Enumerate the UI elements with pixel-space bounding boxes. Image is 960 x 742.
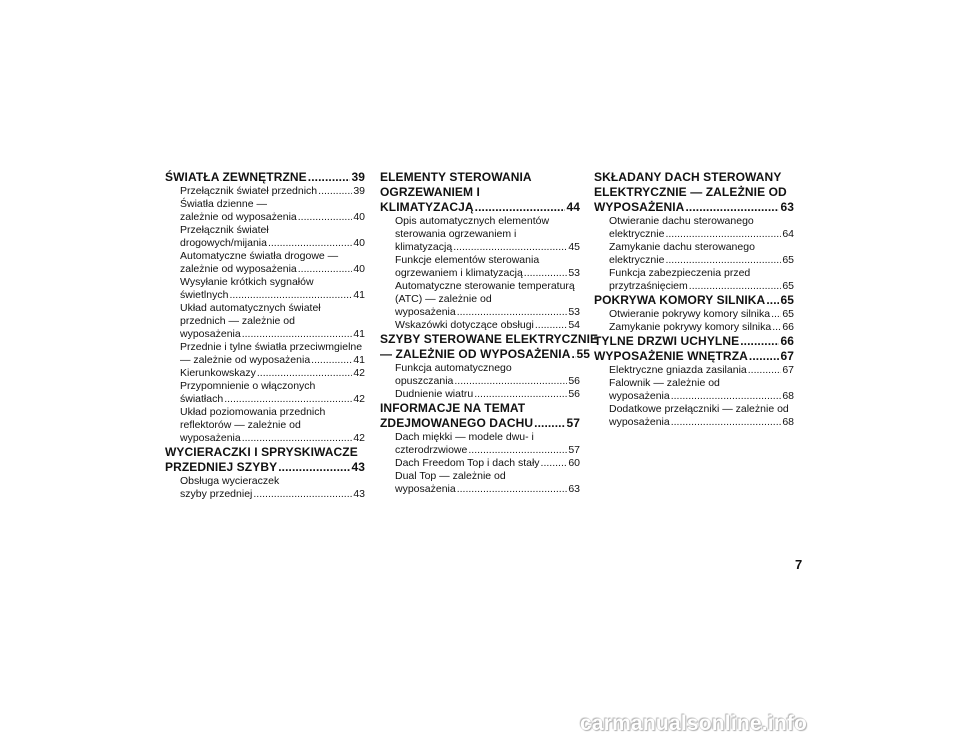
dot-leader bbox=[318, 185, 352, 198]
toc-entry-text: Funkcja zabezpieczenia przed bbox=[609, 267, 751, 279]
toc-column-3 bbox=[594, 170, 794, 429]
dot-leader bbox=[268, 237, 352, 250]
toc-entry-text: Wskazówki dotyczące obsługi bbox=[395, 319, 534, 331]
toc-page-number: 44 bbox=[566, 200, 580, 214]
toc-page-number: 57 bbox=[568, 444, 580, 456]
dot-leader bbox=[749, 349, 780, 364]
toc-entry-text: Elektryczne gniazda zasilania bbox=[609, 364, 747, 376]
toc-entry[interactable] bbox=[380, 319, 580, 332]
toc-entry-text: klimatyzacją bbox=[395, 241, 453, 253]
toc-entry-text: Obsługa wycieraczek bbox=[180, 475, 280, 487]
toc-page-number: 67 bbox=[780, 349, 794, 363]
dot-leader bbox=[229, 289, 352, 302]
dot-leader bbox=[475, 200, 566, 215]
toc-page-number: 68 bbox=[782, 390, 794, 402]
toc-entry-text: ZDEJMOWANEGO DACHU bbox=[380, 416, 534, 430]
toc-page-number: 39 bbox=[351, 170, 365, 184]
toc-entry-text: Dach Freedom Top i dach stały bbox=[395, 457, 540, 469]
toc-entry-text: wyposażenia bbox=[395, 306, 456, 318]
toc-page-number: 65 bbox=[782, 308, 794, 320]
dot-leader bbox=[534, 416, 565, 431]
toc-entry-text: wyposażenia bbox=[180, 328, 241, 340]
toc-entry-text: WYPOSAŻENIA bbox=[594, 200, 685, 214]
toc-entry[interactable] bbox=[380, 215, 580, 254]
toc-section-heading[interactable] bbox=[594, 293, 794, 308]
toc-entry-text: ELEKTRYCZNIE — ZALEŻNIE OD bbox=[594, 185, 787, 199]
toc-page-number: 42 bbox=[353, 367, 365, 379]
toc-page-number: 55 bbox=[576, 347, 591, 361]
toc-entry-text: przytrzaśnięciem bbox=[609, 280, 688, 292]
toc-entry-text: Dual Top — zależnie od bbox=[395, 470, 506, 482]
toc-entry-text: wyposażenia bbox=[609, 416, 670, 428]
dot-leader bbox=[665, 228, 781, 241]
toc-page-number: 53 bbox=[568, 306, 580, 318]
toc-page-number: 65 bbox=[782, 280, 794, 292]
toc-entry-text: wyposażenia bbox=[395, 483, 456, 495]
toc-entry[interactable] bbox=[380, 362, 580, 388]
dot-leader bbox=[278, 460, 350, 475]
dot-leader bbox=[257, 367, 352, 380]
dot-leader bbox=[535, 319, 567, 332]
toc-page-number: 45 bbox=[568, 241, 580, 253]
toc-entry-text: Automatyczne światła drogowe — bbox=[180, 250, 339, 262]
toc-entry-text: Zamykanie dachu sterowanego bbox=[609, 241, 755, 253]
toc-entry[interactable] bbox=[380, 431, 580, 457]
toc-entry-text: SZYBY STEROWANE ELEKTRYCZNIE bbox=[380, 332, 599, 346]
toc-entry-text: Światła dzienne — bbox=[180, 198, 267, 210]
page-number: 7 bbox=[795, 557, 803, 572]
toc-page-number: 43 bbox=[351, 460, 365, 474]
toc-entry[interactable] bbox=[594, 377, 794, 403]
toc-entry[interactable] bbox=[165, 367, 365, 380]
toc-page-number: 64 bbox=[782, 228, 794, 240]
toc-section-heading[interactable] bbox=[380, 332, 599, 362]
toc-entry[interactable] bbox=[165, 276, 365, 302]
toc-entry[interactable] bbox=[594, 403, 794, 429]
toc-entry-text: WYPOSAŻENIE WNĘTRZA bbox=[594, 349, 748, 363]
toc-page-number: 57 bbox=[566, 416, 580, 430]
toc-entry[interactable] bbox=[594, 364, 794, 377]
dot-leader bbox=[685, 200, 779, 215]
toc-section-heading[interactable] bbox=[380, 170, 580, 215]
dot-leader bbox=[671, 416, 782, 429]
toc-section-heading[interactable] bbox=[594, 349, 794, 364]
toc-page-number: 40 bbox=[353, 263, 365, 275]
toc-entry-text: szyby przedniej bbox=[180, 488, 253, 500]
toc-entry-text: ogrzewaniem i klimatyzacją bbox=[395, 267, 523, 279]
toc-entry-text: opuszczania bbox=[395, 375, 454, 387]
toc-entry-text: Układ automatycznych świateł bbox=[180, 302, 321, 314]
toc-section-heading[interactable] bbox=[594, 170, 794, 215]
toc-entry-text: świetlnych bbox=[180, 289, 229, 301]
dot-leader bbox=[772, 321, 781, 334]
toc-entry-text: przednich — zależnie od bbox=[180, 315, 295, 327]
toc-column-2 bbox=[380, 170, 599, 496]
toc-page-number: 65 bbox=[780, 293, 794, 307]
toc-entry[interactable] bbox=[165, 198, 365, 224]
toc-entry-text: — ZALEŻNIE OD WYPOSAŻENIA bbox=[380, 347, 571, 361]
toc-page-number: 41 bbox=[353, 328, 365, 340]
toc-entry-text: POKRYWA KOMORY SILNIKA bbox=[594, 293, 766, 307]
dot-leader bbox=[771, 308, 781, 321]
toc-entry-text: Wysyłanie krótkich sygnałów bbox=[180, 276, 314, 288]
dot-leader bbox=[689, 280, 782, 293]
toc-page-number: 63 bbox=[780, 200, 794, 214]
toc-section-heading[interactable] bbox=[165, 170, 365, 185]
toc-entry-text: TYLNE DRZWI UCHYLNE bbox=[594, 334, 740, 348]
toc-entry[interactable] bbox=[165, 250, 365, 276]
toc-page-number: 43 bbox=[353, 488, 365, 500]
toc-entry-text: ELEMENTY STEROWANIA bbox=[380, 170, 532, 184]
dot-leader bbox=[572, 347, 576, 362]
dot-leader bbox=[253, 488, 352, 501]
toc-entry-text: zależnie od wyposażenia bbox=[180, 263, 297, 275]
toc-page-number: 41 bbox=[353, 289, 365, 301]
toc-page-number: 56 bbox=[568, 388, 580, 400]
toc-entry[interactable] bbox=[380, 470, 580, 496]
toc-entry-text: światłach bbox=[180, 393, 224, 405]
toc-entry-text: Otwieranie pokrywy komory silnika bbox=[609, 308, 771, 320]
toc-page-number: 39 bbox=[353, 185, 365, 197]
toc-entry-text: Funkcja automatycznego bbox=[395, 362, 512, 374]
toc-entry[interactable] bbox=[165, 380, 365, 406]
dot-leader bbox=[671, 390, 782, 403]
toc-entry-text: PRZEDNIEJ SZYBY bbox=[165, 460, 278, 474]
toc-page-number: 54 bbox=[568, 319, 580, 331]
toc-entry-text: zależnie od wyposażenia bbox=[180, 211, 297, 223]
toc-entry-text: Dudnienie wiatru bbox=[395, 388, 474, 400]
toc-entry-text: (ATC) — zależnie od bbox=[395, 293, 492, 305]
toc-entry[interactable] bbox=[165, 475, 365, 501]
toc-page-number: 42 bbox=[353, 432, 365, 444]
toc-page-number: 66 bbox=[780, 334, 794, 348]
toc-entry-text: Przełącznik świateł bbox=[180, 224, 269, 236]
toc-section-heading[interactable] bbox=[380, 401, 580, 431]
toc-entry-text: Automatyczne sterowanie temperaturą bbox=[395, 280, 575, 292]
toc-entry[interactable] bbox=[165, 224, 365, 250]
toc-entry[interactable] bbox=[594, 308, 794, 321]
toc-entry-text: Zamykanie pokrywy komory silnika bbox=[609, 321, 772, 333]
toc-entry-text: sterowania ogrzewaniem i bbox=[395, 228, 517, 240]
toc-page-number: 42 bbox=[353, 393, 365, 405]
toc-entry-text: OGRZEWANIEM I bbox=[380, 185, 480, 199]
toc-page-number: 41 bbox=[353, 354, 365, 366]
dot-leader bbox=[453, 241, 567, 254]
toc-entry-text: Przełącznik świateł przednich bbox=[180, 185, 318, 197]
toc-entry-text: elektrycznie bbox=[609, 254, 665, 266]
toc-entry-text: elektrycznie bbox=[609, 228, 665, 240]
toc-page-number: 60 bbox=[568, 457, 580, 469]
dot-leader bbox=[242, 432, 353, 445]
toc-entry-text: reflektorów — zależnie od bbox=[180, 419, 301, 431]
dot-leader bbox=[242, 328, 353, 341]
toc-page-number: 40 bbox=[353, 211, 365, 223]
toc-entry-text: KLIMATYZACJĄ bbox=[380, 200, 474, 214]
toc-entry-text: Kierunkowskazy bbox=[180, 367, 256, 379]
dot-leader bbox=[468, 444, 567, 457]
dot-leader bbox=[298, 263, 353, 276]
toc-entry-text: Przednie i tylne światła przeciwmgielne bbox=[180, 341, 363, 353]
toc-entry-text: Funkcje elementów sterowania bbox=[395, 254, 540, 266]
toc-page-number: 67 bbox=[782, 364, 794, 376]
toc-entry-text: WYCIERACZKI I SPRYSKIWACZE bbox=[165, 445, 358, 459]
dot-leader bbox=[748, 364, 782, 377]
toc-entry-text: Układ poziomowania przednich bbox=[180, 406, 326, 418]
watermark: carmanualsonline.info bbox=[580, 712, 808, 735]
toc-page-number: 65 bbox=[782, 254, 794, 266]
toc-entry[interactable] bbox=[380, 280, 580, 319]
toc-page-number: 68 bbox=[782, 416, 794, 428]
toc-column-1 bbox=[165, 170, 365, 501]
toc-entry[interactable] bbox=[165, 406, 365, 445]
toc-page-number: 66 bbox=[782, 321, 794, 333]
toc-page-number: 63 bbox=[568, 483, 580, 495]
toc-entry-text: Dodatkowe przełączniki — zależnie od bbox=[609, 403, 789, 415]
dot-leader bbox=[740, 334, 779, 349]
toc-entry[interactable] bbox=[594, 321, 794, 334]
toc-entry-text: wyposażenia bbox=[180, 432, 241, 444]
toc-entry[interactable] bbox=[165, 185, 365, 198]
toc-section-heading[interactable] bbox=[165, 445, 365, 475]
dot-leader bbox=[224, 393, 352, 406]
toc-entry-text: — zależnie od wyposażenia bbox=[180, 354, 311, 366]
toc-entry-text: Opis automatycznych elementów bbox=[395, 215, 550, 227]
dot-leader bbox=[454, 375, 567, 388]
dot-leader bbox=[457, 483, 568, 496]
toc-page-number: 40 bbox=[353, 237, 365, 249]
toc-entry-text: wyposażenia bbox=[609, 390, 670, 402]
toc-entry-text: Dach miękki — modele dwu- i bbox=[395, 431, 534, 443]
toc-entry[interactable] bbox=[594, 215, 794, 241]
toc-entry-text: drogowych/mijania bbox=[180, 237, 267, 249]
toc-entry[interactable] bbox=[380, 457, 580, 470]
toc-entry-text: ŚWIATŁA ZEWNĘTRZNE bbox=[165, 170, 307, 184]
toc-entry[interactable] bbox=[594, 267, 794, 293]
toc-entry-text: czterodrzwiowe bbox=[395, 444, 468, 456]
toc-entry-text: Falownik — zależnie od bbox=[609, 377, 720, 389]
toc-section-heading[interactable] bbox=[594, 334, 794, 349]
toc-entry[interactable] bbox=[165, 341, 365, 367]
dot-leader bbox=[311, 354, 352, 367]
toc-entry-text: SKŁADANY DACH STEROWANY bbox=[594, 170, 782, 184]
dot-leader bbox=[474, 388, 567, 401]
toc-entry[interactable] bbox=[594, 241, 794, 267]
toc-entry[interactable] bbox=[380, 388, 580, 401]
dot-leader bbox=[541, 457, 568, 470]
dot-leader bbox=[665, 254, 781, 267]
toc-page-number: 56 bbox=[568, 375, 580, 387]
dot-leader bbox=[457, 306, 568, 319]
toc-entry[interactable] bbox=[165, 302, 365, 341]
toc-entry-text: Przypomnienie o włączonych bbox=[180, 380, 316, 392]
dot-leader bbox=[524, 267, 568, 280]
dot-leader bbox=[298, 211, 353, 224]
toc-page-number: 53 bbox=[568, 267, 580, 279]
dot-leader bbox=[766, 293, 779, 308]
dot-leader bbox=[308, 170, 351, 185]
toc-entry-text: INFORMACJE NA TEMAT bbox=[380, 401, 526, 415]
toc-entry-text: Otwieranie dachu sterowanego bbox=[609, 215, 754, 227]
toc-entry[interactable] bbox=[380, 254, 580, 280]
